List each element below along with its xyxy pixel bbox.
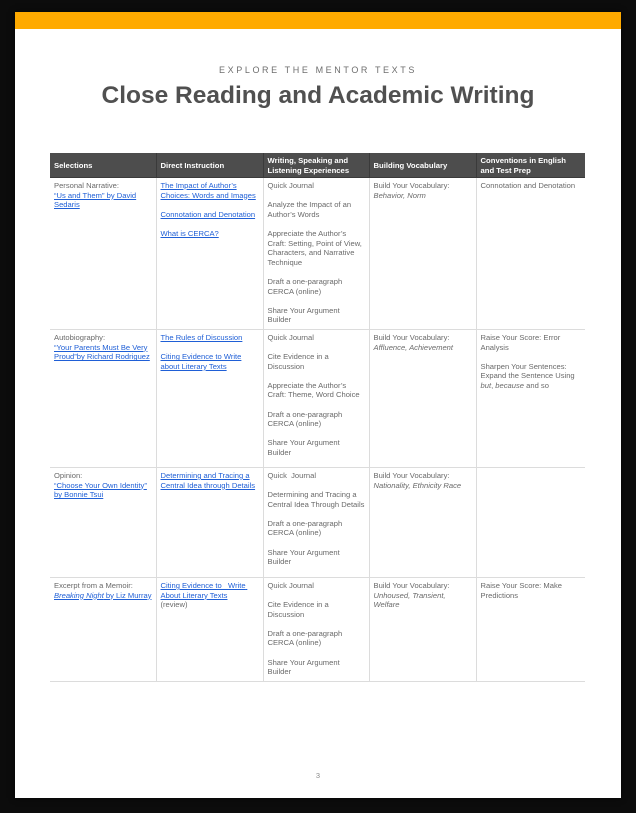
vocabulary-words: Affluence, Achievement — [373, 342, 453, 352]
activity-item: Share Your Argument Builder — [267, 438, 340, 458]
activity-item: Quick Journal — [267, 580, 314, 590]
selection-link[interactable]: “Choose Your Own Identity” by Bonnie Tsui — [54, 480, 147, 500]
vocabulary-words: Unhoused, Transient, Welfare — [373, 590, 446, 610]
selection-genre: Opinion: — [54, 470, 83, 480]
selection-cell — [50, 178, 156, 329]
lesson-link[interactable]: Determining and Tracing a Central Idea through Details — [160, 470, 256, 490]
conventions-item: Raise Your Score: Make Predictions — [480, 580, 562, 600]
table-row — [50, 467, 585, 577]
table-row — [50, 178, 585, 329]
selection-cell — [50, 577, 156, 681]
lesson-link[interactable]: Citing Evidence to Write About Literary Texts — [160, 580, 248, 600]
vocabulary-label: Build Your Vocabulary: — [373, 181, 450, 190]
activity-item: Quick Journal — [267, 332, 314, 342]
selection-cell — [50, 467, 156, 577]
selection-link[interactable]: “Us and Them” by David Sedaris — [54, 190, 137, 210]
selection-cell — [50, 329, 156, 467]
activity-item: Share Your Argument Builder — [267, 657, 340, 677]
direct-instruction-cell — [156, 329, 263, 467]
conventions-cell — [476, 329, 585, 467]
vocabulary-cell — [369, 178, 476, 329]
vocabulary-cell — [369, 467, 476, 577]
lesson-link[interactable]: The Rules of Discussion — [160, 332, 243, 342]
vocabulary-words: Nationality, Ethnicity Race — [373, 480, 462, 490]
section-eyebrow: EXPLORE THE MENTOR TEXTS — [219, 65, 417, 75]
selection-genre: Excerpt from a Memoir: — [54, 580, 133, 590]
accent-bar — [15, 12, 621, 29]
direct-instruction-cell — [156, 178, 263, 329]
selection-genre: Personal Narrative: — [54, 181, 119, 190]
vocabulary-label: Build Your Vocabulary: — [373, 580, 450, 590]
activity-item: Cite Evidence in a Discussion — [267, 352, 329, 371]
activity-item: Share Your Argument Builder — [267, 547, 340, 567]
conventions-item: Sharpen Your Sentences: Expand the Sentence Using but, because and so — [480, 361, 575, 390]
activity-item: Draft a one-paragraph CERCA (online) — [267, 409, 343, 429]
mentor-texts-table — [50, 153, 585, 682]
activity-item: Quick Journal — [267, 470, 317, 480]
writing-cell — [263, 329, 369, 467]
activity-item: Draft a one-paragraph CERCA (online) — [267, 628, 343, 648]
conventions-cell — [476, 577, 585, 681]
conventions-cell — [476, 467, 585, 577]
writing-cell — [263, 467, 369, 577]
activity-item: Analyze the Impact of an Author’s Words — [267, 200, 352, 219]
writing-cell — [263, 577, 369, 681]
table-header-row — [50, 153, 585, 178]
activity-item: Appreciate the Author’s Craft: Setting, Point of View, Characters, and Narrative Technique — [267, 228, 362, 267]
vocabulary-label: Build Your Vocabulary: — [373, 470, 450, 480]
column-header-selections: Selections — [50, 153, 156, 178]
activity-item: Cite Evidence in a Discussion — [267, 600, 329, 619]
table-row — [50, 329, 585, 467]
page-title: Close Reading and Academic Writing — [101, 82, 535, 109]
lesson-link[interactable]: The Impact of Author’s Choices: Words and Images — [160, 181, 256, 200]
column-header-vocabulary: Building Vocabulary — [369, 153, 476, 178]
column-header-writing: Writing, Speaking and Listening Experiences — [263, 153, 369, 178]
activity-item: Draft a one-paragraph CERCA (online) — [267, 518, 343, 538]
document-page — [15, 12, 621, 798]
writing-cell — [263, 178, 369, 329]
column-header-direct-instruction: Direct Instruction — [156, 153, 263, 178]
activity-item: Share Your Argument Builder — [267, 305, 340, 325]
column-header-conventions: Conventions in English and Test Prep — [476, 153, 585, 178]
selection-genre: Autobiography: — [54, 332, 106, 342]
activity-item: Determining and Tracing a Central Idea Through Details — [267, 490, 365, 509]
table-row — [50, 577, 585, 681]
conventions-item: Raise Your Score: Error Analysis — [480, 332, 561, 352]
page-number: 3 — [315, 771, 321, 780]
lesson-link[interactable]: Citing Evidence to Write about Literary Texts — [160, 352, 242, 371]
vocabulary-words: Behavior, Norm — [373, 190, 426, 200]
selection-link[interactable]: Breaking Night by Liz Murray — [54, 590, 152, 600]
direct-instruction-cell — [156, 467, 263, 577]
conventions-cell — [476, 178, 585, 329]
activity-item: Quick Journal — [267, 181, 314, 190]
lesson-link[interactable]: Connotation and Denotation — [160, 209, 256, 219]
vocabulary-cell — [369, 577, 476, 681]
vocabulary-label: Build Your Vocabulary: — [373, 332, 450, 342]
activity-item: Appreciate the Author’s Craft: Theme, Word Choice — [267, 380, 360, 400]
direct-instruction-cell — [156, 577, 263, 681]
activity-item: Draft a one-paragraph CERCA (online) — [267, 276, 343, 296]
vocabulary-cell — [369, 329, 476, 467]
conventions-item: Connotation and Denotation — [480, 181, 576, 190]
review-note: (review) — [160, 600, 188, 610]
lesson-link[interactable]: What is CERCA? — [160, 228, 219, 238]
selection-link[interactable]: “Your Parents Must Be Very Proud”by Richard Rodriguez — [54, 342, 150, 362]
